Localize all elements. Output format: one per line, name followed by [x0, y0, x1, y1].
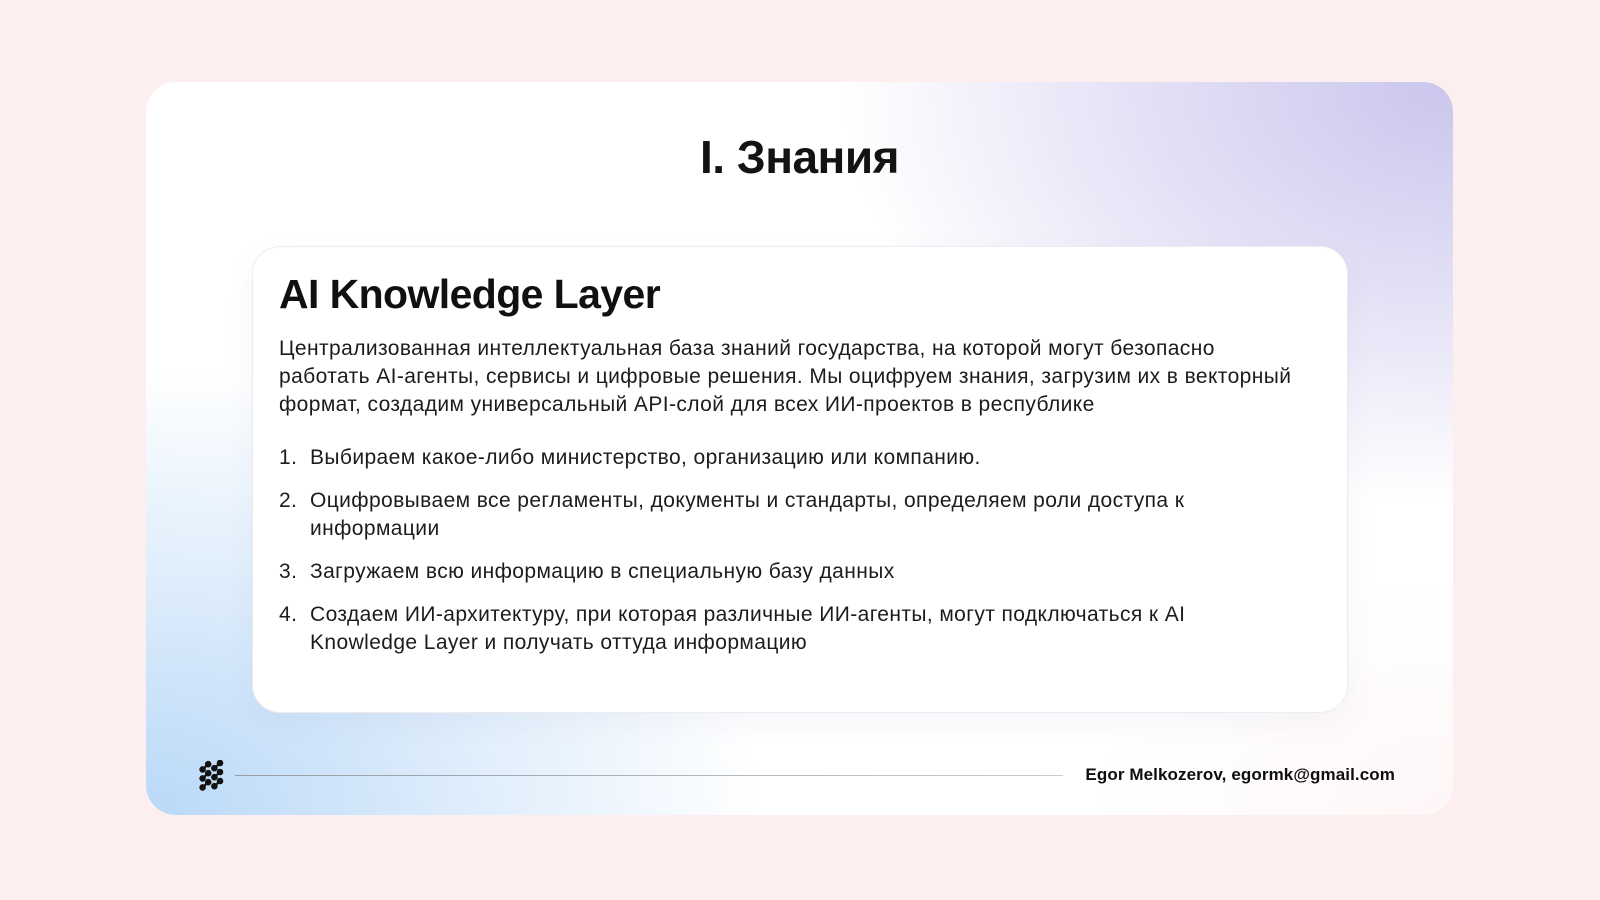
- step-text: Оцифровываем все регламенты, документы и стандарты, определяем роли доступа к информации: [310, 489, 1185, 540]
- list-item: [279, 558, 1294, 586]
- grain-dots-logo-icon: [198, 760, 225, 791]
- card-heading: AI Knowledge Layer: [279, 271, 661, 317]
- step-number: 2.: [279, 489, 298, 512]
- list-item: [279, 601, 1294, 657]
- presentation-slide: [146, 82, 1453, 815]
- steps-list: [279, 444, 1294, 657]
- step-text: Выбираем какое-либо министерство, организацию или компанию.: [310, 446, 981, 469]
- knowledge-layer-card: [252, 246, 1348, 713]
- footer-divider-line: [235, 775, 1063, 776]
- step-text: Создаем ИИ-архитектуру, при которая различные ИИ-агенты, могут подключаться к AI Knowledge Layer и получать оттуда информацию: [310, 603, 1186, 654]
- step-number: 4.: [279, 603, 298, 626]
- list-item: [279, 487, 1294, 543]
- step-number: 1.: [279, 446, 298, 469]
- list-item: [279, 444, 1294, 472]
- slide-title: I. Знания: [700, 131, 899, 183]
- slide-footer: [198, 759, 1395, 791]
- card-description: Централизованная интеллектуальная база знаний государства, на которой могут безопасно работать AI-агенты, сервисы и цифровые решения. Мы оцифруем знания, загрузим их в векторный формат, создадим универсальный API-слой для всех ИИ-проектов в республике: [279, 337, 1292, 416]
- step-number: 3.: [279, 560, 298, 583]
- footer-credit: Egor Melkozerov, egormk@gmail.com: [1085, 765, 1395, 784]
- step-text: Загружаем всю информацию в специальную базу данных: [310, 560, 895, 583]
